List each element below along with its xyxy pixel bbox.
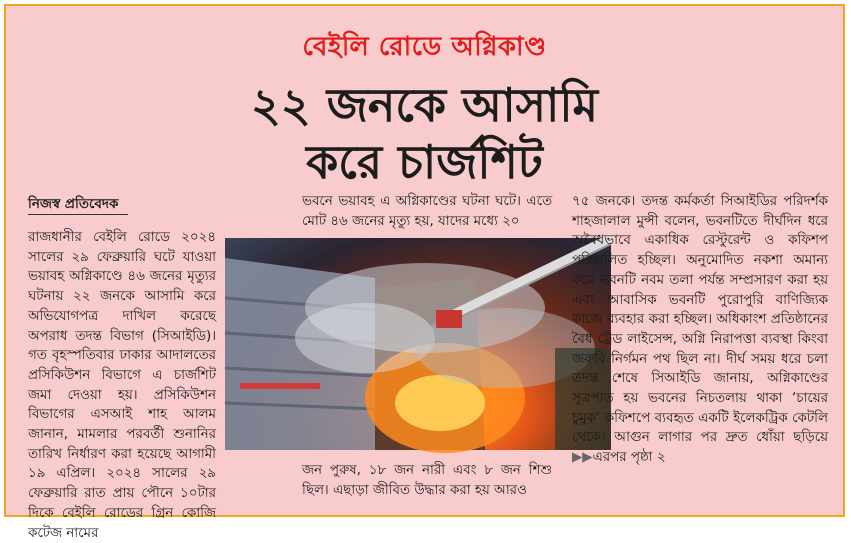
body-column-2-top: ভবনে ভয়াবহ এ অগ্নিকাণ্ডের ঘটনা ঘটে। এতে মোট ৪৬ জনের মৃত্যু হয়, যাদের মধ্যে ২০ [302,194,552,229]
continued-on: এরপর পৃষ্ঠা ২ [592,450,666,466]
fire-photo [225,238,611,450]
byline-rule [28,214,128,215]
double-arrow-icon: ▶▶ [572,450,593,466]
headline-line-1: ২২ জনকে আসামি [250,78,599,132]
byline: নিজস্ব প্রতিবেদক [28,196,119,212]
body-column-3 [572,192,828,468]
news-clipping [4,4,845,541]
headline-line-2: করে চার্জশিট [306,135,543,189]
body-column-3-text: ৭৫ জনকে। তদন্ত কর্মকর্তা সিআইডির পরিদর্শক শাহজালাল মুন্সী বলেন, ভবনটিতে দীর্ঘদিন ধরে অবৈধভাবে একাধিক রেস্টুরেন্ট ও কফিশপ পরিচালিত হচ্ছিল। অনুমোদিত নকশা অমান্য করে ভবনটি নবম তলা পর্যন্ত সম্প্রসারণ করা হয় এবং আবাসিক ভবনটি পুরোপুরি বাণিজ্যিক কাজে ব্যবহার করা হচ্ছিল। অধিকাংশ প্রতিষ্ঠানের বৈধ ট্রেড লাইসেন্স, অগ্নি নিরাপত্তা ব্যবস্থা কিংবা জরুরি নির্গমন পথ ছিল না। দীর্ঘ সময় ধরে চলা তদন্ত শেষে সিআইডি জানায়, অগ্নিকাণ্ডের সূত্রপাত হয় ভবনের নিচতলায় থাকা ‘চায়ের চুমুক’ কফিশপে ব্যবহৃত একটি ইলেকট্রিক কেটলি থেকে। আগুন লাগার পর দ্রুত ধোঁয়া ছড়িয়ে [572,194,828,446]
fire-photo-illustration [225,238,611,450]
kicker: বেইলি রোডে অগ্নিকাণ্ড [302,32,547,62]
body-column-2-bottom: জন পুরুষ, ১৮ জন নারী এবং ৮ জন শিশু ছিল। এছাড়া জীবিত উদ্ধার করা হয় আরও [302,463,552,498]
body-column-1: রাজধানীর বেইলি রোডে ২০২৪ সালের ২৯ ফেব্রুয়ারি ঘটে যাওয়া ভয়াবহ অগ্নিকাণ্ডে ৪৬ জনের মৃত্যুর ঘটনায় ২২ জনকে আসামি করে অভিযোগপত্র দাখিল করেছে অপরাধ তদন্ত বিভাগ (সিআইডি)। গত বৃহস্পতিবার ঢাকার আদালতের প্রসিকিউশন বিভাগে এ চার্জশিট জমা দেওয়া হয়। প্রসিকিউশন বিভাগের এসআই শাহ আলম জানান, মামলার পরবর্তী শুনানির তারিখ নির্ধারণ করা হয়েছে আগামী ১৯ এপ্রিল। ২০২৪ সালের ২৯ ফেব্রুয়ারি রাত প্রায় পৌনে ১০টার দিকে বেইলি রোডের গ্রিন কোজি কটেজ নামের [28,230,216,541]
